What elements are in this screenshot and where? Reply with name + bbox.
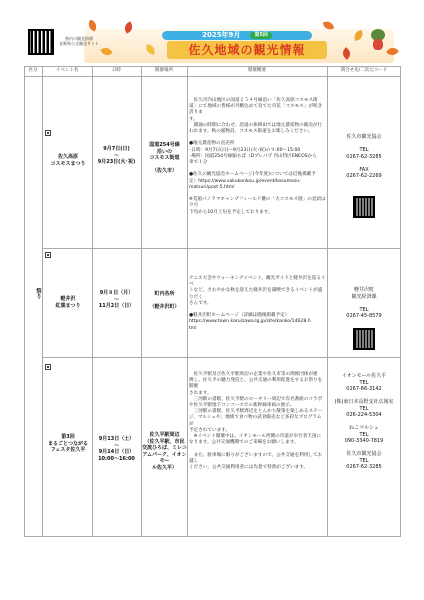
month-label: 2025年9月 bbox=[202, 31, 241, 39]
event-dates: 9月８日（月） ～ 11月2日（日） bbox=[98, 290, 135, 309]
col-header-event-name: イベント名 bbox=[55, 68, 79, 73]
col-header-overview: 開催概要 bbox=[248, 68, 266, 73]
qr-code-icon[interactable] bbox=[353, 328, 375, 350]
edition-badge: 第5回 bbox=[250, 32, 271, 39]
event-overview: テニス大会やウォーキングイベント、観光ガイドと軽井沢を巡るイベ トなど、さわやかな秋を迎えた軽井沢を満喫できるイベントが盛りだく さんです。 ●軽井沢町ホームページ（詳細は随後掲載予定） https://www.town.karuizawa.lg.jp/site/kanko/14628.h tml bbox=[189, 276, 326, 331]
page-title: 佐久地域の観光情報 bbox=[167, 41, 327, 59]
event-dates: 9月13日（土） ～ 9月14日（日） 10:00～16:00 bbox=[98, 436, 135, 462]
event-dates: 9月7日(日) ～ 9月23日(火･祝) bbox=[97, 146, 136, 165]
checkbox-marker-icon bbox=[45, 252, 51, 258]
table-rule bbox=[42, 66, 43, 536]
header-banner bbox=[24, 27, 402, 65]
table-rule bbox=[42, 248, 401, 249]
event-table bbox=[24, 66, 401, 536]
qr-code-icon[interactable] bbox=[353, 196, 375, 218]
event-name: 佐久高原 コスモスまつり bbox=[50, 154, 86, 167]
pref-note-line2: 長野県公式観光サイト bbox=[59, 41, 99, 46]
table-rule bbox=[24, 536, 401, 537]
event-name: 第3回 まるごとつながる フェスタ佐久平 bbox=[48, 434, 88, 453]
event-contact: イオンモール佐久平 TEL 0267-66-3142 (株)東日本長野支社広報室 TEL 026-224-5304 ねこマルシェ TEL 090-3340-7819 佐久市観光協会 TEL 0267-62-3285 bbox=[334, 373, 394, 470]
event-name: 軽井沢 紅葉まつり bbox=[55, 296, 81, 309]
col-header-venue: 開催場所 bbox=[155, 68, 173, 73]
table-rule bbox=[24, 66, 401, 67]
event-contact: 佐久市観光協会 TEL 0267-62-3285 FAX 0267-62-2269 bbox=[346, 134, 382, 179]
col-header-category: 区分 bbox=[28, 68, 38, 73]
checkbox-marker-icon bbox=[45, 364, 51, 370]
col-header-dates: 日時 bbox=[112, 68, 121, 73]
event-venue: 町内各所 （軽井沢町） bbox=[149, 291, 180, 310]
checkbox-marker-icon bbox=[45, 130, 51, 136]
table-rule bbox=[400, 66, 401, 536]
qr-code-icon[interactable] bbox=[28, 29, 54, 55]
event-venue: 佐久平駅周辺 （佐久平駅、市民 交流ひろば、ミレニ アムパーク、イオンモー ル佐久平） bbox=[142, 432, 188, 471]
mascot-icon bbox=[369, 29, 387, 51]
prefecture-site-note[interactable] bbox=[58, 36, 100, 46]
event-contact: 軽井沢町 観光経済課 TEL 0267-45-8579 bbox=[346, 287, 382, 319]
event-overview: 佐久平駅及び佐久平駅周辺の企業や佐久市等の関係団体が連 携し、佐久平の魅力発信と、公共交通の利用促進をするお祭りを開催 されます。 三河駅の書駅、佐久平駅のロータリー周辺で有名番組のコラボ や佐久平駅地下コンコースでの新幹線車両の展示、 三河駅の書駅、佐久平駅周辺をとんかち散策を楽しめるステー ジ、マルシェや、地域で食べ物の試食販売など多彩なプログラムが 予定されています。 ※イベント開催中は、イオンモール西側の市道が歩行者天国に なります。公共交通機関でのご来場をお願いします。 また、駐車場に限りがございますので、公共交通を利用してお越し ください。公共交通利用者には先着で特典がございます。 bbox=[189, 372, 323, 471]
category-label: 祭り bbox=[35, 288, 41, 299]
table-rule bbox=[24, 76, 401, 77]
event-venue: 国道254号線 沿いの コスモス街道 （佐久市） bbox=[149, 142, 180, 174]
pref-note-line1: 県内の観光情報 bbox=[65, 36, 93, 41]
col-header-contact: 問合せ先/二次元コード bbox=[340, 68, 388, 73]
event-overview: 佐久市内山地区の国道２５４号線沿い「佐久高原コスモス街 道」にて地域の皆様が丹精込めて育てた市花「コスモス」が咲き誇りま す。 開通の時期に合わせ、沿道の休耕田では地元農家物の販売が行 われます。秋の風物詩、コスモス街道をお楽しみください。 ●地元農産物の直売所 ･日時：9月7日(日)～9月23日(火･祝)の９:00～15:00 ･場所：国道254号線脇もば（Dプレパプ 内山特区ENEOSから 車で１分 ●佐久の観光協会ホームページ(今年度)については近後掲載予 定）https://www.sakukankou.jp/event/kosumosu- matsuri/post-5.html ※荒船パノラマキャンプフィールド優の「大コスモス園」の見頃は９月 下旬から10月上旬を予定しております。 bbox=[189, 98, 326, 215]
table-rule bbox=[24, 66, 25, 536]
month-ribbon bbox=[162, 31, 312, 40]
table-rule bbox=[42, 357, 401, 358]
table-rule bbox=[187, 66, 188, 536]
